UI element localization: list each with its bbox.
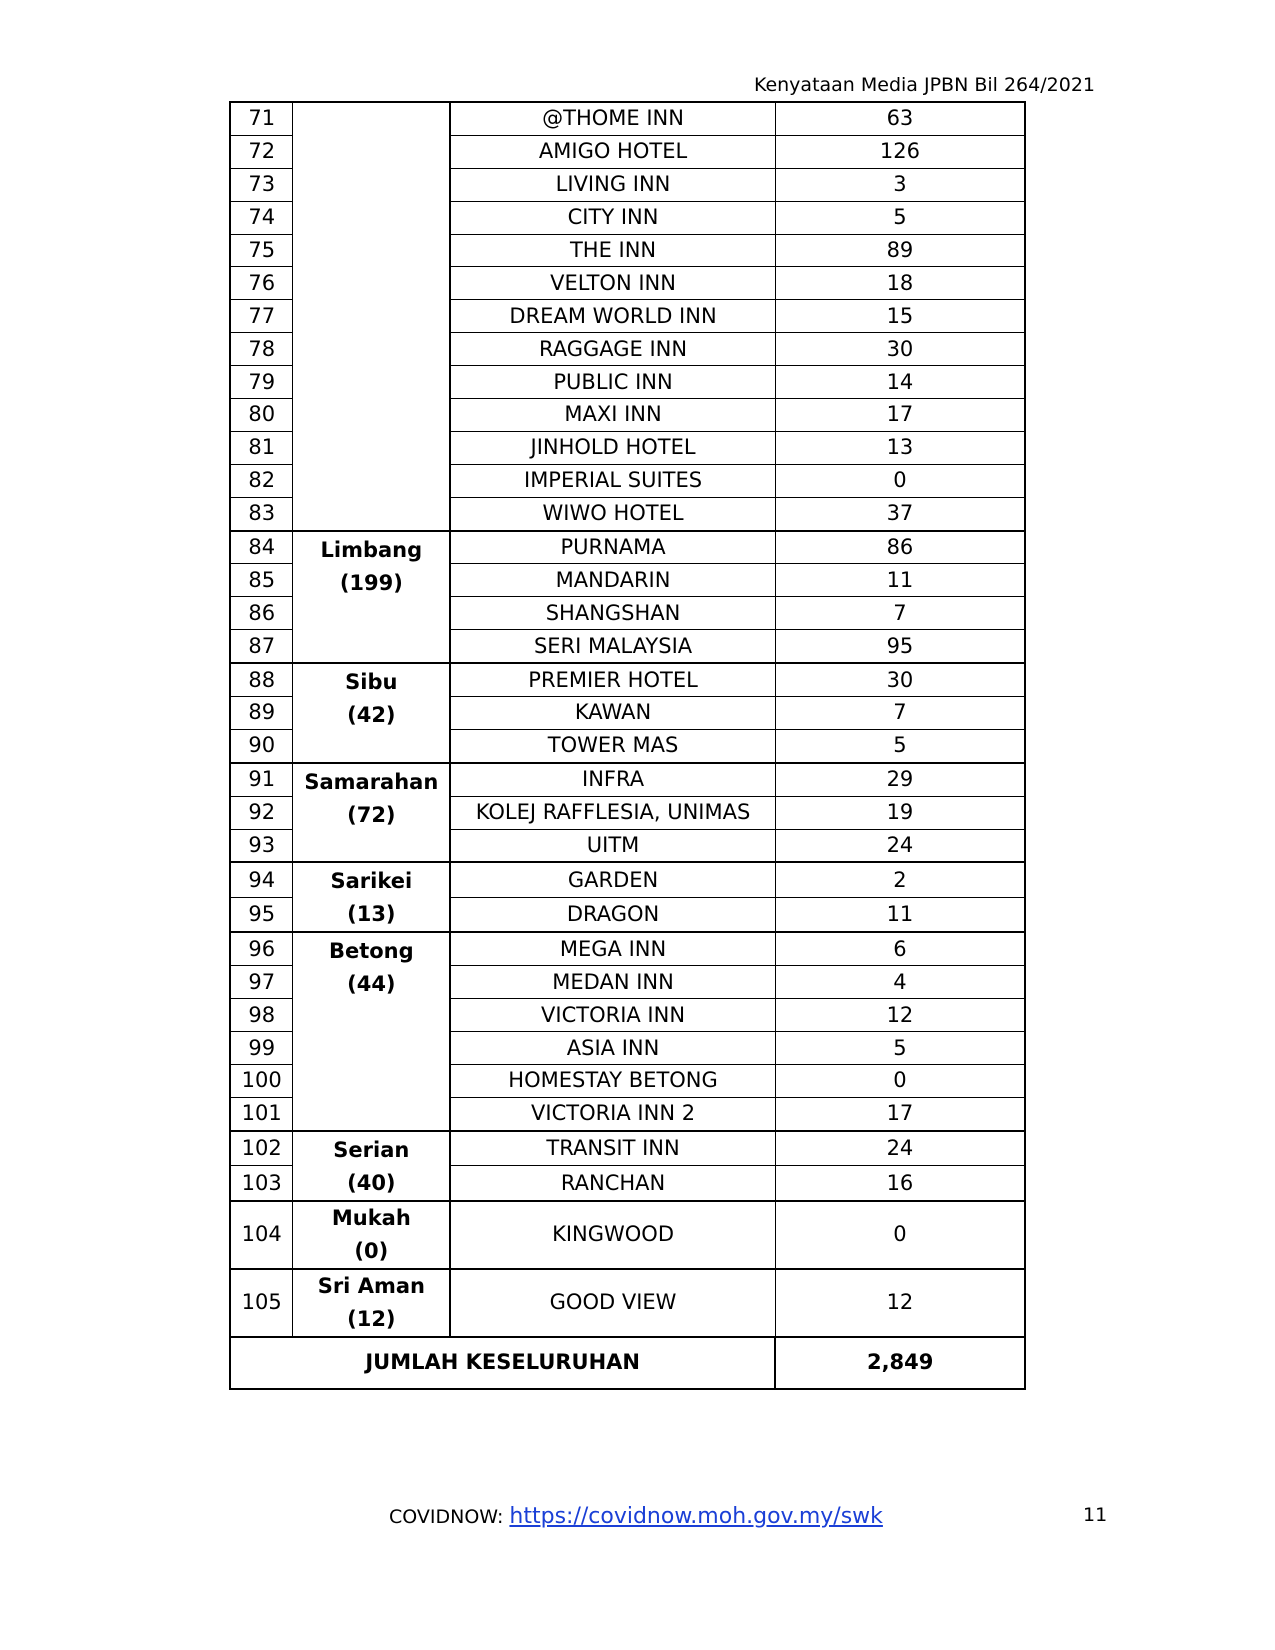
row-number: 101 bbox=[230, 1097, 293, 1130]
area-total: (40) bbox=[347, 1170, 396, 1195]
area-total: (0) bbox=[354, 1238, 389, 1263]
area-name: Serian bbox=[333, 1137, 410, 1162]
row-number: 88 bbox=[230, 663, 293, 696]
row-number: 75 bbox=[230, 234, 293, 267]
area-cell bbox=[293, 763, 450, 863]
row-number: 77 bbox=[230, 300, 293, 333]
table-row bbox=[230, 1201, 1025, 1269]
hotel-name: AMIGO HOTEL bbox=[450, 135, 775, 168]
hotel-count: 0 bbox=[775, 464, 1025, 497]
row-number: 96 bbox=[230, 932, 293, 965]
hotel-name: RANCHAN bbox=[450, 1166, 775, 1201]
area-cell-continued bbox=[293, 102, 450, 531]
area-total: (72) bbox=[347, 802, 396, 827]
hotel-name: KOLEJ RAFFLESIA, UNIMAS bbox=[450, 796, 775, 829]
area-name: Limbang bbox=[320, 537, 423, 562]
hotel-count: 7 bbox=[775, 597, 1025, 630]
document-header: Kenyataan Media JPBN Bil 264/2021 bbox=[753, 74, 1095, 96]
row-number: 94 bbox=[230, 862, 293, 897]
hotel-name: THE INN bbox=[450, 234, 775, 267]
row-number: 90 bbox=[230, 729, 293, 762]
hotel-name: GARDEN bbox=[450, 862, 775, 897]
hotel-name: JINHOLD HOTEL bbox=[450, 431, 775, 464]
row-number: 86 bbox=[230, 597, 293, 630]
area-total: (42) bbox=[347, 703, 396, 728]
hotel-name: PURNAMA bbox=[450, 531, 775, 564]
hotel-name: WIWO HOTEL bbox=[450, 497, 775, 530]
area-total: (13) bbox=[347, 902, 396, 927]
row-number: 82 bbox=[230, 464, 293, 497]
hotel-name: MANDARIN bbox=[450, 564, 775, 597]
hotel-name: SHANGSHAN bbox=[450, 597, 775, 630]
hotel-count: 126 bbox=[775, 135, 1025, 168]
area-cell bbox=[293, 862, 450, 932]
hotel-count: 11 bbox=[775, 564, 1025, 597]
hotel-count: 17 bbox=[775, 399, 1025, 432]
row-number: 98 bbox=[230, 999, 293, 1032]
area-cell bbox=[293, 1201, 450, 1269]
table-row bbox=[230, 932, 1025, 965]
hotel-name: KINGWOOD bbox=[450, 1201, 775, 1269]
hotel-count: 6 bbox=[775, 932, 1025, 965]
covidnow-link[interactable]: https://covidnow.moh.gov.my/swk bbox=[509, 1504, 883, 1529]
hotel-name: RAGGAGE INN bbox=[450, 333, 775, 366]
row-number: 87 bbox=[230, 630, 293, 663]
row-number: 85 bbox=[230, 564, 293, 597]
row-number: 92 bbox=[230, 796, 293, 829]
hotel-name: VICTORIA INN 2 bbox=[450, 1097, 775, 1130]
hotel-count: 29 bbox=[775, 763, 1025, 796]
hotel-count: 30 bbox=[775, 333, 1025, 366]
row-number: 84 bbox=[230, 531, 293, 564]
row-number: 91 bbox=[230, 763, 293, 796]
hotel-count: 11 bbox=[775, 897, 1025, 932]
hotel-name: PUBLIC INN bbox=[450, 366, 775, 399]
area-cell bbox=[293, 663, 450, 763]
hotel-name: LIVING INN bbox=[450, 168, 775, 201]
row-number: 104 bbox=[230, 1201, 293, 1269]
hotel-count: 18 bbox=[775, 267, 1025, 300]
table-row bbox=[230, 1269, 1025, 1337]
row-number: 93 bbox=[230, 829, 293, 862]
hotel-name: VICTORIA INN bbox=[450, 999, 775, 1032]
table-row bbox=[230, 102, 1025, 135]
row-number: 103 bbox=[230, 1166, 293, 1201]
footer bbox=[389, 1504, 883, 1529]
total-row bbox=[230, 1337, 1025, 1389]
hotel-count: 24 bbox=[775, 829, 1025, 862]
hotel-name: TRANSIT INN bbox=[450, 1131, 775, 1166]
hotel-name: MAXI INN bbox=[450, 399, 775, 432]
area-total: (12) bbox=[347, 1306, 396, 1331]
area-name: Sri Aman bbox=[317, 1273, 425, 1298]
quarantine-centre-table bbox=[229, 101, 1026, 1390]
hotel-name: UITM bbox=[450, 829, 775, 862]
row-number: 79 bbox=[230, 366, 293, 399]
table-row bbox=[230, 1131, 1025, 1166]
hotel-count: 16 bbox=[775, 1166, 1025, 1201]
area-total: (44) bbox=[347, 972, 396, 997]
hotel-name: MEDAN INN bbox=[450, 966, 775, 999]
table-row bbox=[230, 763, 1025, 796]
hotel-count: 86 bbox=[775, 531, 1025, 564]
hotel-name: GOOD VIEW bbox=[450, 1269, 775, 1337]
hotel-count: 0 bbox=[775, 1065, 1025, 1098]
hotel-name: HOMESTAY BETONG bbox=[450, 1065, 775, 1098]
hotel-count: 17 bbox=[775, 1097, 1025, 1130]
table-row bbox=[230, 663, 1025, 696]
area-cell bbox=[293, 531, 450, 664]
footer-label: COVIDNOW: bbox=[389, 1506, 504, 1528]
hotel-name: TOWER MAS bbox=[450, 729, 775, 762]
hotel-name: ASIA INN bbox=[450, 1032, 775, 1065]
area-cell bbox=[293, 932, 450, 1130]
row-number: 102 bbox=[230, 1131, 293, 1166]
hotel-count: 3 bbox=[775, 168, 1025, 201]
hotel-count: 4 bbox=[775, 966, 1025, 999]
area-total: (199) bbox=[339, 570, 403, 595]
row-number: 76 bbox=[230, 267, 293, 300]
area-cell bbox=[293, 1131, 450, 1201]
hotel-name: DRAGON bbox=[450, 897, 775, 932]
hotel-count: 12 bbox=[775, 1269, 1025, 1337]
row-number: 80 bbox=[230, 399, 293, 432]
hotel-count: 7 bbox=[775, 697, 1025, 730]
hotel-count: 15 bbox=[775, 300, 1025, 333]
area-name: Mukah bbox=[331, 1205, 411, 1230]
row-number: 78 bbox=[230, 333, 293, 366]
hotel-name: MEGA INN bbox=[450, 932, 775, 965]
hotel-count: 0 bbox=[775, 1201, 1025, 1269]
row-number: 83 bbox=[230, 497, 293, 530]
total-value: 2,849 bbox=[775, 1337, 1025, 1389]
hotel-name: @THOME INN bbox=[450, 102, 775, 135]
hotel-count: 5 bbox=[775, 729, 1025, 762]
hotel-count: 14 bbox=[775, 366, 1025, 399]
area-name: Samarahan bbox=[304, 769, 439, 794]
area-cell bbox=[293, 1269, 450, 1337]
row-number: 73 bbox=[230, 168, 293, 201]
page-number: 11 bbox=[1083, 1504, 1108, 1526]
hotel-count: 63 bbox=[775, 102, 1025, 135]
hotel-count: 12 bbox=[775, 999, 1025, 1032]
table-body bbox=[230, 102, 1025, 1389]
row-number: 74 bbox=[230, 201, 293, 234]
hotel-count: 5 bbox=[775, 1032, 1025, 1065]
hotel-name: VELTON INN bbox=[450, 267, 775, 300]
row-number: 105 bbox=[230, 1269, 293, 1337]
hotel-name: PREMIER HOTEL bbox=[450, 663, 775, 696]
hotel-count: 95 bbox=[775, 630, 1025, 663]
row-number: 71 bbox=[230, 102, 293, 135]
hotel-count: 5 bbox=[775, 201, 1025, 234]
area-name: Betong bbox=[328, 939, 414, 964]
area-name: Sibu bbox=[345, 670, 398, 695]
area-name: Sarikei bbox=[330, 869, 413, 894]
hotel-name: KAWAN bbox=[450, 697, 775, 730]
hotel-count: 89 bbox=[775, 234, 1025, 267]
hotel-count: 37 bbox=[775, 497, 1025, 530]
hotel-name: IMPERIAL SUITES bbox=[450, 464, 775, 497]
hotel-count: 24 bbox=[775, 1131, 1025, 1166]
row-number: 100 bbox=[230, 1065, 293, 1098]
hotel-name: CITY INN bbox=[450, 201, 775, 234]
row-number: 72 bbox=[230, 135, 293, 168]
row-number: 81 bbox=[230, 431, 293, 464]
row-number: 99 bbox=[230, 1032, 293, 1065]
hotel-name: SERI MALAYSIA bbox=[450, 630, 775, 663]
hotel-count: 13 bbox=[775, 431, 1025, 464]
table-row bbox=[230, 531, 1025, 564]
hotel-count: 2 bbox=[775, 862, 1025, 897]
row-number: 97 bbox=[230, 966, 293, 999]
row-number: 95 bbox=[230, 897, 293, 932]
table-row bbox=[230, 862, 1025, 897]
hotel-count: 19 bbox=[775, 796, 1025, 829]
hotel-name: DREAM WORLD INN bbox=[450, 300, 775, 333]
hotel-count: 30 bbox=[775, 663, 1025, 696]
total-label: JUMLAH KESELURUHAN bbox=[230, 1337, 775, 1389]
hotel-name: INFRA bbox=[450, 763, 775, 796]
row-number: 89 bbox=[230, 697, 293, 730]
